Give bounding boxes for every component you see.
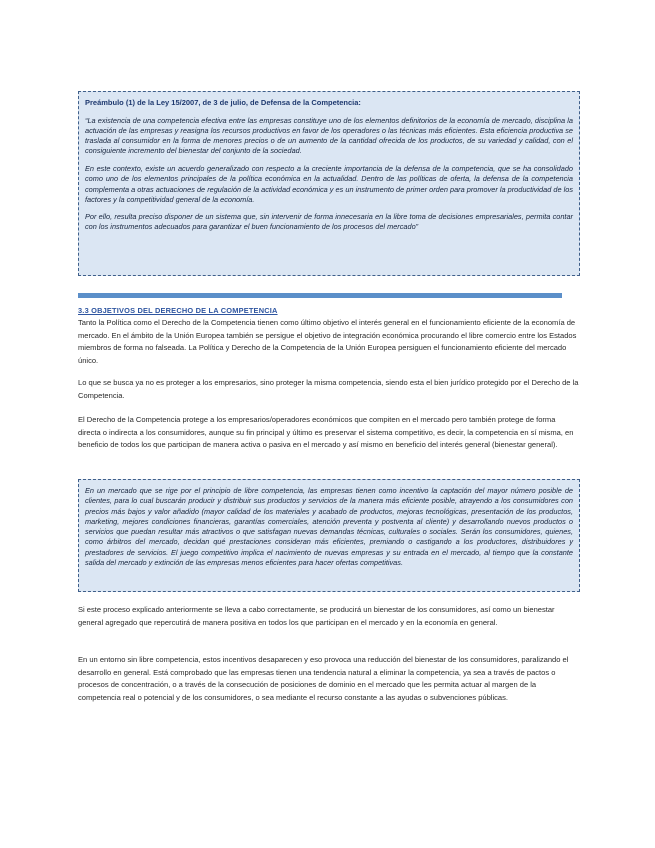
body-paragraph-5: En un entorno sin libre competencia, estos incentivos desaparecen y eso provoca una reducción del bienestar de los consumidores, paralizando el desarrollo en general. Está comprobado que las empresas tienen una tendencia natural a eliminar la competencia, ya sea a través de pactos o procesos de concentración, o a través de la consecución de posiciones de dominio en el mercado que les permita actuar al margen de la competencia real o potencial y de los consumidores, o sea mediante el recurso constante a las ayudas o subvenciones públicas.: [78, 655, 569, 702]
preamble-quote-paragraph-3: Por ello, resulta preciso disponer de un sistema que, sin intervenir de forma innecesaria en la libre toma de decisiones empresariales, permita contar con los instrumentos adecuados para garantizar el buen funcionamiento de los procesos del mercado”: [85, 211, 573, 231]
competition-quote-text: En un mercado que se rige por el principio de libre competencia, las empresas tienen como incentivo la captación del mayor número posible de clientes, para lo cual buscarán producir y distribuir sus productos y servicios de la manera más eficiente posible, atrayendo a los consumidores con precios más bajos y valor añadido (mayor calidad de los materiales y acabado de productos, mejoras tecnológicas, presentación de los productos, marketing, mejores condiciones financieras, garantías comerciales, atención preventa y postventa al cliente) y desarrollando nuevos productos o servicios que puedan resultar más atractivos o que satisfagan nuevas demandas técnicas, culturales o sociales. Serán los consumidores, quienes, como árbitros del mercado, decidan qué prestaciones consideran más eficientes, premiando o castigando a los productores, distribuidores y prestadores de servicios. El juego competitivo implica el nacimiento de nuevas empresas y su entrada en el mercado, al tiempo que la constante salida del mercado y extinción de las empresas menos eficientes para hacer ofertas competitivas.: [85, 486, 573, 568]
preamble-quote-paragraph-1: “La existencia de una competencia efectiva entre las empresas constituye uno de los elementos definitorios de la economía de mercado, disciplina la actuación de las empresas y reasigna los recursos productivos en favor de los operadores o las técnicas más eficientes. Esta eficiencia productiva se traslada al consumidor en la forma de menores precios o de un aumento de la cantidad ofrecida de los productos, de su variedad y calidad, con el consiguiente incremento del bienestar del conjunto de la sociedad.: [85, 116, 573, 156]
competition-quote-box: [78, 479, 580, 592]
body-paragraph-1: Tanto la Política como el Derecho de la Competencia tienen como último objetivo el interés general en el funcionamiento eficiente de la economía de mercado. En el ámbito de la Unión Europea también se persigue el objetivo de integración económica procurando el libre comercio entre los Estados miembros de forma no falseada. La Política y Derecho de la Competencia de la Unión Europea persiguen el funcionamiento eficiente del mercado único.: [78, 318, 577, 365]
preamble-quote-paragraph-2: En este contexto, existe un acuerdo generalizado con respecto a la creciente importancia de la defensa de la competencia, que se ha consolidado como uno de los elementos principales de la política económica en la actualidad. Dentro de las políticas de oferta, la defensa de la competencia complementa a otras actuaciones de regulación de la actividad económica y es un instrumento de primer orden para promover la productividad de los factores y la competitividad general de la economía.: [85, 164, 573, 204]
section-heading: 3.3 OBJETIVOS DEL DERECHO DE LA COMPETENCIA: [78, 306, 278, 315]
body-paragraph-3: El Derecho de la Competencia protege a los empresarios/operadores económicos que compiten en el mercado pero también protege de forma directa o indirecta a los consumidores, aunque su fin principal y último es preservar el sistema competitivo, es decir, la competencia en sí misma, en beneficio de todos los que participan de manera activa o pasiva en el mercado y así mismo en beneficio del interés general (bienestar general).: [78, 415, 574, 449]
section-divider: [78, 293, 562, 298]
body-paragraph-2: Lo que se busca ya no es proteger a los empresarios, sino proteger la misma competencia, siendo esta el bien jurídico protegido por el Derecho de la Competencia.: [78, 378, 579, 400]
preamble-title: Preámbulo (1) de la Ley 15/2007, de 3 de julio, de Defensa de la Competencia:: [85, 98, 361, 107]
preamble-quote-box: [78, 91, 580, 276]
body-paragraph-4: Si este proceso explicado anteriormente se lleva a cabo correctamente, se producirá un bienestar de los consumidores, así como un bienestar general agregado que repercutirá de manera positiva en todos los que participan en el mercado y en la economía en general.: [78, 605, 555, 627]
